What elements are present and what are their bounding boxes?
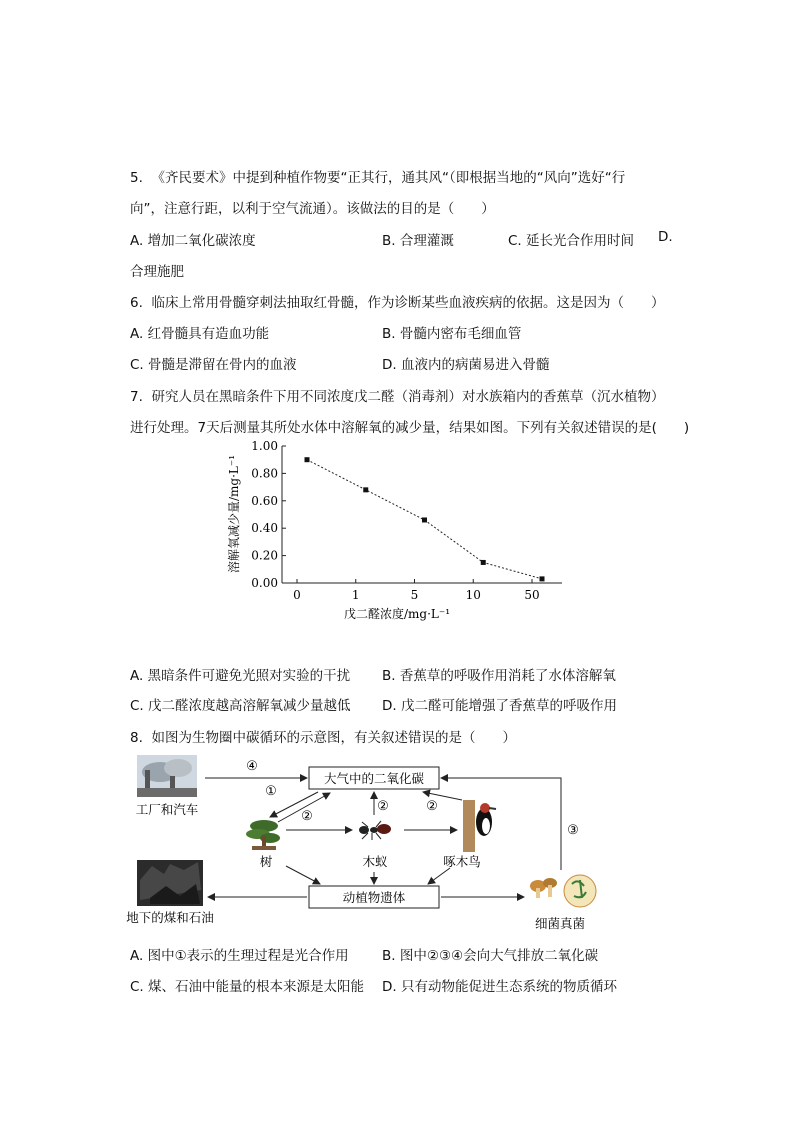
q8-option-c: C. 煤、石油中能量的根本来源是太阳能 — [130, 979, 365, 995]
label-n2-ant: ② — [377, 799, 389, 814]
q6-number: 6. — [130, 295, 143, 311]
factory-label: 工厂和汽车 — [135, 802, 199, 817]
label-n2-bird: ② — [426, 799, 438, 814]
chart-ylabel: 溶解氧减少量/mg·L⁻¹ — [227, 454, 241, 574]
chart-xtick-label: 50 — [524, 588, 540, 602]
remains-label: 动植物遗体 — [342, 890, 406, 905]
q5-number: 5. — [130, 170, 143, 186]
q7-option-a: A. 黑暗条件可避免光照对实验的干扰 — [130, 668, 351, 684]
ant-label: 木蚁 — [362, 854, 388, 869]
arrow-tree-remains — [286, 866, 320, 884]
label-n4: ④ — [246, 759, 258, 774]
label-n1: ① — [265, 784, 277, 799]
chart-xtick-label: 0 — [293, 588, 301, 602]
ant-icon — [359, 821, 391, 840]
q8-option-a: A. 图中①表示的生理过程是光合作用 — [130, 948, 349, 964]
microbes-label: 细菌真菌 — [534, 916, 586, 931]
woodpecker-label: 啄木鸟 — [443, 854, 481, 869]
q5-stem-line2: 向”，注意行距，以利于空气流通）。该做法的目的是（ ） — [130, 201, 495, 217]
label-n2-tree: ② — [301, 809, 313, 824]
atmosphere-label: 大气中的二氧化碳 — [323, 771, 425, 786]
chart-xtick-label: 5 — [410, 588, 419, 602]
q8-number: 8. — [130, 730, 143, 746]
woodpecker-icon — [463, 800, 496, 852]
q6-option-b: B. 骨髓内密布毛细血管 — [382, 326, 522, 342]
q7-option-b: B. 香蕉草的呼吸作用消耗了水体溶解氧 — [382, 668, 616, 684]
q8-option-d: D. 只有动物能促进生态系统的物质循环 — [382, 979, 617, 995]
chart-xlabel: 戊二醛浓度/mg·L⁻¹ — [343, 607, 451, 621]
q7-option-d: D. 戊二醛可能增强了香蕉草的呼吸作用 — [382, 698, 617, 714]
q6-option-d: D. 血液内的病菌易进入骨髓 — [382, 357, 550, 373]
tree-icon — [246, 820, 280, 850]
q7-option-c: C. 戊二醛浓度越高溶解氧减少量越低 — [130, 698, 351, 714]
q7-stem-text: 研究人员在黑暗条件下用不同浓度戊二醛（消毒剂）对水族箱内的香蕉草（沉水植物） — [151, 389, 665, 405]
label-n3: ③ — [567, 823, 579, 838]
chart-ytick-label: 0.00 — [251, 576, 278, 590]
q7-number: 7. — [130, 389, 143, 405]
fungi-bacteria-icon — [530, 875, 596, 907]
q8-stem-text: 如图为生物圈中碳循环的示意图，有关叙述错误的是（ ） — [151, 730, 516, 746]
coal-label: 地下的煤和石油 — [126, 910, 214, 925]
chart-xtick-label: 1 — [351, 588, 360, 602]
q5-option-d: D. — [658, 229, 673, 245]
chart-ytick-label: 0.40 — [251, 521, 278, 536]
coal-icon — [137, 860, 203, 906]
q5-stem-text: 《齐民要术》中提到种植作物要“正其行，通其风“（即根据当地的“风向”选好“行 — [151, 170, 626, 186]
tree-label: 树 — [259, 854, 273, 869]
q5-option-c: C. 延长光合作用时间 — [508, 233, 635, 249]
arrow-bird-remains — [428, 868, 450, 884]
factory-icon — [137, 755, 197, 797]
q5-option-d-cont: 合理施肥 — [130, 264, 184, 280]
chart-ytick-label: 0.80 — [251, 466, 278, 481]
chart-ytick-label: 1.00 — [251, 439, 278, 453]
q6-stem-text: 临床上常用骨髓穿刺法抽取红骨髓，作为诊断某些血液疾病的依据。这是因为（ ） — [151, 295, 665, 311]
chart-ytick-label: 0.20 — [251, 548, 278, 563]
q5-option-a: A. 增加二氧化碳浓度 — [130, 233, 256, 249]
q5-option-b: B. 合理灌溉 — [382, 233, 454, 249]
chart-xtick-label: 10 — [465, 588, 481, 602]
q8-option-b: B. 图中②③④会向大气排放二氧化碳 — [382, 948, 599, 964]
q6-option-a: A. 红骨髓具有造血功能 — [130, 326, 270, 342]
q6-option-c: C. 骨髓是滞留在骨内的血液 — [130, 357, 297, 373]
q7-stem-line2: 进行处理。7天后测量其所处水体中溶解氧的减少量，结果如图。下列有关叙述错误的是( ) — [130, 420, 690, 436]
chart-ytick-label: 0.60 — [251, 493, 278, 508]
